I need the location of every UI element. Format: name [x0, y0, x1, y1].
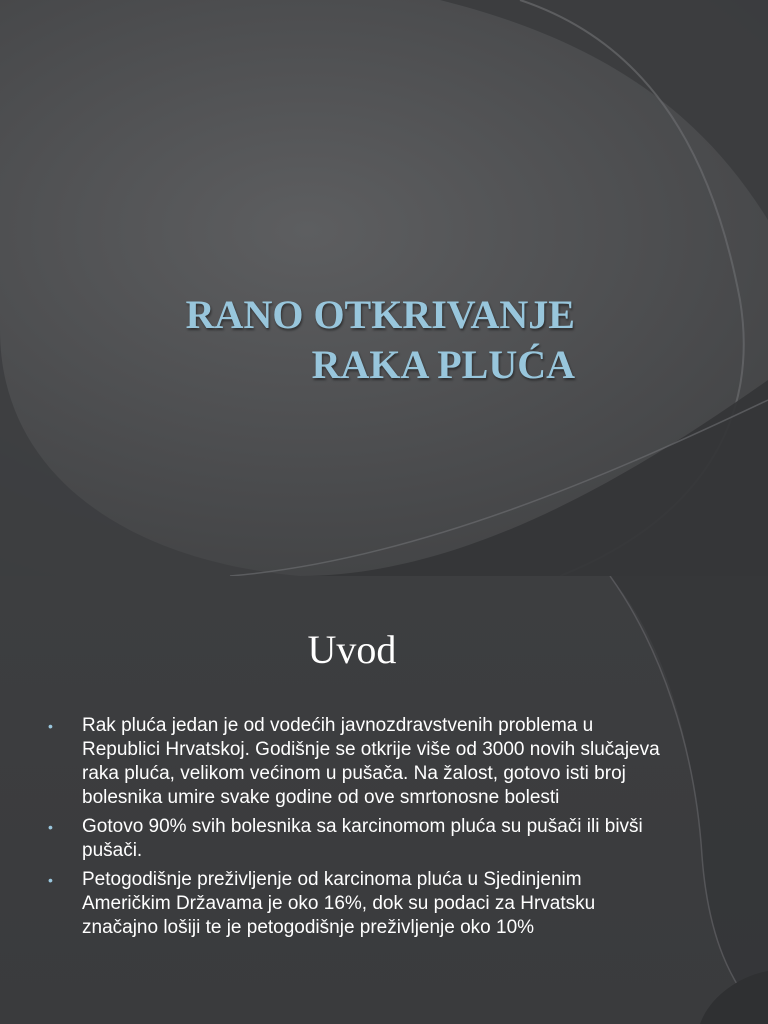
title-line-2: RAKA PLUĆA	[311, 342, 575, 387]
slide-heading: Uvod	[307, 627, 397, 672]
bullet-dot-icon: •	[48, 872, 53, 888]
bullet-dot-icon: •	[48, 819, 53, 835]
bullet-dot-icon: •	[48, 718, 53, 734]
bullet-item	[48, 714, 668, 810]
presentation-title	[186, 290, 575, 390]
bullet-text: Petogodišnje preživljenje od karcinoma pluća u Sjedinjenim Američkim Državama je oko 16%, dok su podaci za Hrvatsku značajno lošiji te je petogodišnje preživljenje oko 10%	[82, 869, 596, 938]
bullet-item	[48, 815, 668, 863]
bullet-text: Gotovo 90% svih bolesnika sa karcinomom pluća su pušači ili bivši pušači.	[82, 816, 643, 861]
bullet-list	[48, 714, 668, 945]
bullet-text: Rak pluća jedan je od vodećih javnozdravstvenih problema u Republici Hrvatskoj. Godišnje se otkrije više od 3000 novih slučajeva raka pluća, velikom većinom u pušača. Na žalost, gotovo isti broj bolesnika umire svake godine od ove smrtonosne bolesti	[82, 715, 660, 808]
title-line-1: RANO OTKRIVANJE	[185, 292, 575, 337]
bullet-item	[48, 868, 668, 940]
